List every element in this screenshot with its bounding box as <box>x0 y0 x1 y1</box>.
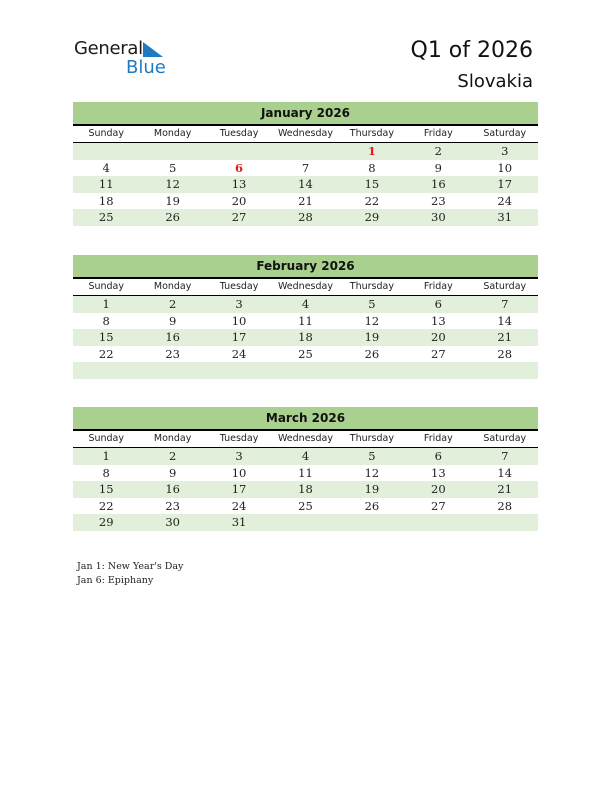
date-cell: 13 <box>431 465 446 480</box>
holiday-date-cell: 6 <box>235 160 244 175</box>
logo-text-general: General <box>74 38 143 59</box>
date-cell: 17 <box>231 330 247 344</box>
date-cell: 24 <box>231 498 247 513</box>
date-cell: 4 <box>301 297 310 311</box>
date-cell: 8 <box>368 160 376 175</box>
date-cell: 23 <box>165 498 180 513</box>
logo-text-blue: Blue <box>126 57 166 78</box>
month-header: March 2026 <box>73 407 538 431</box>
week-row <box>73 143 538 160</box>
date-cell: 29 <box>98 515 114 529</box>
date-cell: 17 <box>497 177 513 191</box>
date-cell: 18 <box>298 330 313 344</box>
date-cell: 3 <box>235 297 243 311</box>
month-calendar <box>73 102 538 226</box>
week-row <box>73 498 538 515</box>
date-cell: 20 <box>431 330 446 344</box>
weekday-label: Sunday <box>88 433 124 444</box>
date-cell: 18 <box>98 193 114 208</box>
month-calendar <box>73 255 538 379</box>
week-row <box>73 481 538 498</box>
date-cell <box>272 143 338 160</box>
weekday-label: Monday <box>153 281 192 292</box>
date-cell: 28 <box>497 346 513 361</box>
date-cell: 22 <box>364 193 380 208</box>
week-row <box>73 329 538 346</box>
date-cell: 2 <box>168 449 177 463</box>
date-cell: 19 <box>364 330 380 344</box>
week-row <box>73 160 538 177</box>
weekday-header-row <box>73 126 538 143</box>
date-cell: 9 <box>434 160 442 175</box>
date-cell: 1 <box>102 297 110 311</box>
weekday-label: Saturday <box>483 128 527 139</box>
date-cell: 3 <box>235 449 243 463</box>
date-cell <box>139 143 205 160</box>
week-row <box>73 465 538 482</box>
date-cell: 8 <box>102 313 110 328</box>
date-cell: 7 <box>301 160 310 175</box>
date-cell <box>472 362 538 379</box>
weekday-label: Friday <box>423 128 453 139</box>
date-cell: 12 <box>364 313 380 328</box>
holiday-date-cell: 1 <box>367 144 376 158</box>
week-row <box>73 448 538 465</box>
date-cell: 15 <box>364 177 380 191</box>
weekday-header-row <box>73 431 538 448</box>
date-cell: 15 <box>98 330 114 344</box>
date-cell: 5 <box>368 449 376 463</box>
week-row <box>73 514 538 531</box>
date-cell <box>73 362 139 379</box>
date-cell: 2 <box>168 297 177 311</box>
date-cell <box>405 362 471 379</box>
date-cell: 31 <box>231 515 247 529</box>
date-cell: 27 <box>431 346 446 361</box>
date-cell <box>272 514 338 531</box>
date-cell: 9 <box>168 313 177 328</box>
week-row <box>73 176 538 193</box>
date-cell: 17 <box>231 482 247 496</box>
date-cell: 25 <box>98 210 114 224</box>
weekday-label: Saturday <box>483 281 527 292</box>
date-cell: 19 <box>364 482 380 496</box>
date-cell: 5 <box>168 160 177 175</box>
weekday-label: Sunday <box>88 281 124 292</box>
date-cell: 6 <box>434 297 442 311</box>
date-cell: 10 <box>231 313 247 328</box>
date-cell: 11 <box>298 313 313 328</box>
date-cell: 8 <box>102 465 110 480</box>
weekday-label: Thursday <box>349 128 394 139</box>
weekday-label: Friday <box>423 433 453 444</box>
date-cell: 26 <box>364 498 380 513</box>
date-cell <box>339 514 405 531</box>
country-name: Slovakia <box>457 71 533 92</box>
date-cell: 6 <box>434 449 442 463</box>
date-cell <box>206 362 272 379</box>
date-cell: 21 <box>497 482 513 496</box>
date-cell: 20 <box>431 482 446 496</box>
date-cell: 29 <box>364 210 380 224</box>
date-cell: 12 <box>165 177 180 191</box>
weekday-label: Wednesday <box>277 433 333 444</box>
weekday-label: Thursday <box>349 433 394 444</box>
week-row <box>73 296 538 313</box>
date-cell: 30 <box>165 515 180 529</box>
holiday-note: Jan 1: New Year's Day <box>77 561 184 572</box>
date-cell <box>472 514 538 531</box>
weekday-label: Tuesday <box>219 433 259 444</box>
date-cell: 9 <box>168 465 177 480</box>
date-cell: 11 <box>298 465 313 480</box>
week-row <box>73 209 538 226</box>
date-cell: 25 <box>298 498 313 513</box>
date-cell: 4 <box>301 449 310 463</box>
week-row <box>73 193 538 210</box>
date-cell: 23 <box>165 346 180 361</box>
date-cell: 21 <box>497 330 513 344</box>
date-cell: 10 <box>497 160 513 175</box>
date-cell: 20 <box>231 193 247 208</box>
weekday-label: Saturday <box>483 433 527 444</box>
date-cell <box>139 362 205 379</box>
weekday-label: Wednesday <box>277 128 333 139</box>
date-cell: 4 <box>102 160 110 175</box>
page-title: Q1 of 2026 <box>410 38 533 63</box>
weekday-label: Tuesday <box>219 128 259 139</box>
date-cell: 27 <box>231 210 247 224</box>
date-cell: 22 <box>98 346 114 361</box>
date-cell: 2 <box>434 144 442 158</box>
date-cell: 16 <box>431 177 446 191</box>
date-cell: 24 <box>231 346 247 361</box>
logo-triangle-icon <box>143 42 163 57</box>
date-cell: 23 <box>431 193 446 208</box>
date-cell: 27 <box>431 498 446 513</box>
date-cell: 5 <box>368 297 376 311</box>
date-cell: 15 <box>98 482 114 496</box>
weekday-label: Monday <box>153 433 192 444</box>
date-cell: 10 <box>231 465 247 480</box>
date-cell: 14 <box>497 313 513 328</box>
weekday-label: Monday <box>153 128 192 139</box>
weekday-label: Wednesday <box>277 281 333 292</box>
date-cell: 7 <box>501 449 509 463</box>
date-cell: 22 <box>98 498 114 513</box>
weekday-label: Tuesday <box>219 281 259 292</box>
week-row <box>73 346 538 363</box>
date-cell: 7 <box>501 297 509 311</box>
week-row <box>73 362 538 379</box>
date-cell <box>405 514 471 531</box>
date-cell: 26 <box>165 210 180 224</box>
date-cell: 30 <box>431 210 446 224</box>
weekday-label: Sunday <box>88 128 124 139</box>
date-cell: 12 <box>364 465 380 480</box>
date-cell: 16 <box>165 482 180 496</box>
generalblue-logo <box>74 38 166 78</box>
date-cell: 25 <box>298 346 313 361</box>
date-cell: 13 <box>431 313 446 328</box>
date-cell <box>339 362 405 379</box>
holiday-note: Jan 6: Epiphany <box>77 574 154 586</box>
date-cell: 3 <box>501 144 509 158</box>
date-cell: 18 <box>298 482 313 496</box>
month-calendar <box>73 407 538 531</box>
weekday-label: Friday <box>423 281 453 292</box>
week-row <box>73 313 538 330</box>
date-cell: 16 <box>165 330 180 344</box>
date-cell: 21 <box>298 193 313 208</box>
weekday-label: Thursday <box>349 281 394 292</box>
date-cell: 19 <box>165 193 180 208</box>
date-cell: 28 <box>497 498 513 513</box>
date-cell: 14 <box>298 177 313 191</box>
month-header: February 2026 <box>73 255 538 279</box>
date-cell: 28 <box>298 210 313 224</box>
month-header: January 2026 <box>73 102 538 126</box>
date-cell: 31 <box>497 210 513 224</box>
weekday-header-row <box>73 279 538 296</box>
date-cell <box>206 143 272 160</box>
date-cell <box>73 143 139 160</box>
holiday-notes <box>77 560 183 587</box>
date-cell: 11 <box>98 177 114 191</box>
date-cell: 13 <box>231 177 247 191</box>
date-cell <box>272 362 338 379</box>
date-cell: 14 <box>497 465 513 480</box>
date-cell: 24 <box>497 193 513 208</box>
date-cell: 26 <box>364 346 380 361</box>
date-cell: 1 <box>102 449 110 463</box>
